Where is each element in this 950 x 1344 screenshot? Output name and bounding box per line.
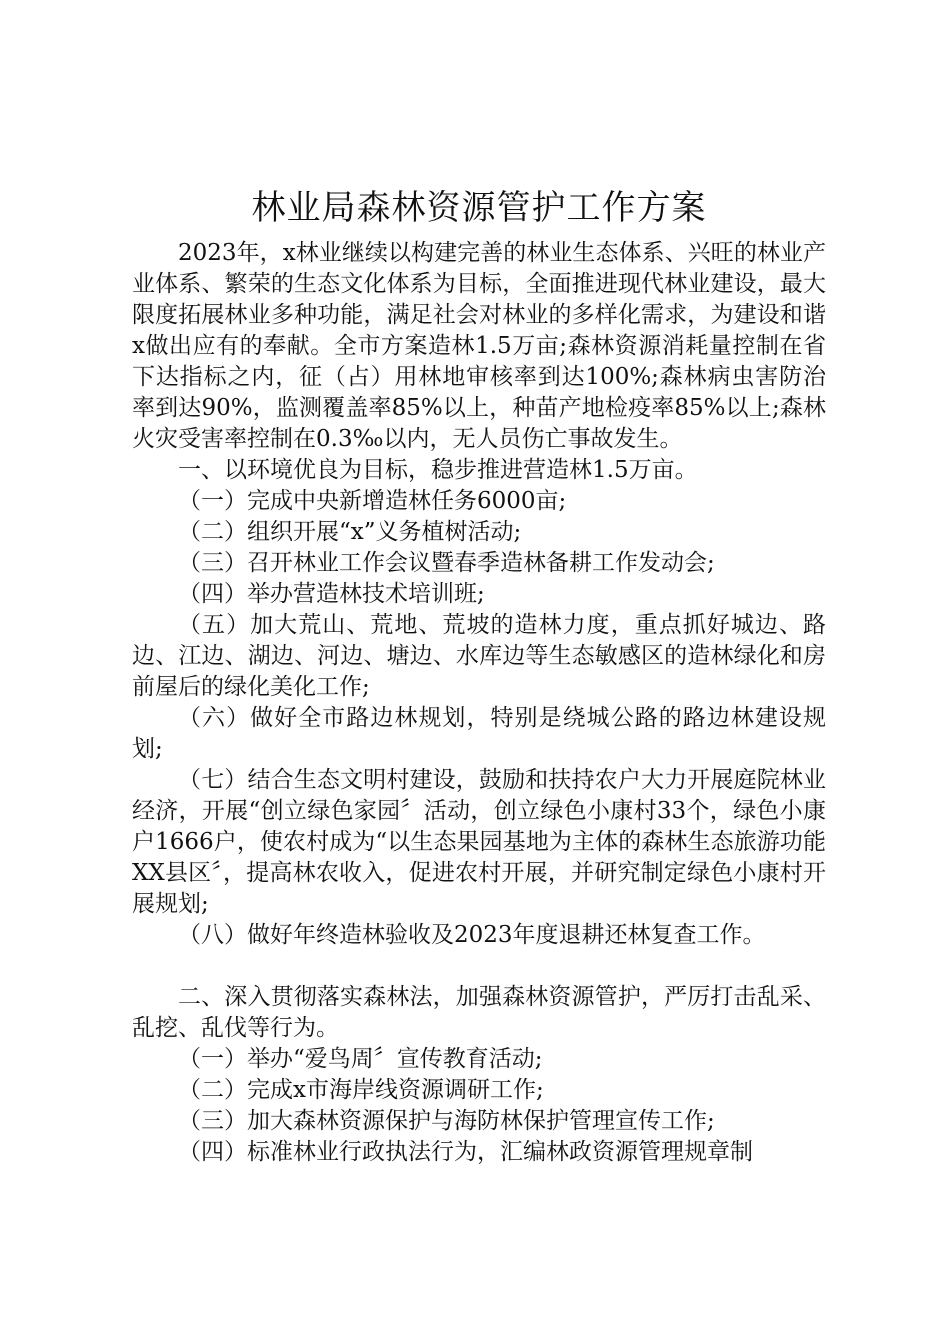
section-1-heading: 一、以环境优良为目标，稳步推进营造林1.5万亩。 <box>178 457 698 483</box>
intro-paragraph: 2023年，x林业继续以构建完善的林业生态体系、兴旺的林业产业体系、繁荣的生态文化体系为目标，全面推进现代林业建设，最大限度拓展林业多种功能，满足社会对林业的多样化需求，为建设和谐x做出应有的奉献。全市方案造林1.5万亩;森林资源消耗量控制在省下达指标之内，征（占）用林地审核率到达100%;森林病虫害防治率到达90%，监测覆盖率85%以上，种苗产地检疫率85%以上;森林火灾受害率控制在0.3‰以内，无人员伤亡事故发生。 <box>132 240 826 452</box>
document-page <box>132 178 826 1168</box>
document-title: 林业局森林资源管护工作方案 <box>251 188 707 228</box>
section-1-item-5: （五）加大荒山、荒地、荒坡的造林力度，重点抓好城边、路边、江边、湖边、河边、塘边、水库边等生态敏感区的造林绿化和房前屋后的绿化美化工作; <box>132 612 826 700</box>
paragraph-spacer <box>132 951 826 982</box>
section-1-item-2: （二）组织开展“x”义务植树活动; <box>178 519 522 545</box>
section-2-item-3: （三）加大森林资源保护与海防林保护管理宣传工作; <box>178 1108 715 1134</box>
section-1-item-7: （七）结合生态文明村建设，鼓励和扶持农户大力开展庭院林业经济，开展“创立绿色家园〞活动，创立绿色小康村33个，绿色小康户1666户，使农村成为“以生态果园基地为主体的森林生态旅游功能XX县区〞，提高林农收入，促进农村开展，并研究制定绿色小康村开展规划; <box>132 767 826 917</box>
section-1-item-8: （八）做好年终造林验收及2023年度退耕还林复查工作。 <box>178 922 766 948</box>
section-1-item-4: （四）举办营造林技术培训班; <box>178 581 485 607</box>
section-2-item-2: （二）完成x市海岸线资源调研工作; <box>178 1077 544 1103</box>
section-2-heading: 二、深入贯彻落实森林法，加强森林资源管护，严厉打击乱采、乱挖、乱伐等行为。 <box>132 984 826 1041</box>
section-1-item-3: （三）召开林业工作会议暨春季造林备耕工作发动会; <box>178 550 715 576</box>
section-1-item-1: （一）完成中央新增造林任务6000亩; <box>178 488 567 514</box>
section-2-item-4: （四）标准林业行政执法行为，汇编林政资源管理规章制 <box>178 1139 753 1165</box>
section-1-item-6: （六）做好全市路边林规划，特别是绕城公路的路边林建设规划; <box>132 705 826 762</box>
section-2-item-1: （一）举办“爱鸟周〞宣传教育活动; <box>178 1046 543 1072</box>
